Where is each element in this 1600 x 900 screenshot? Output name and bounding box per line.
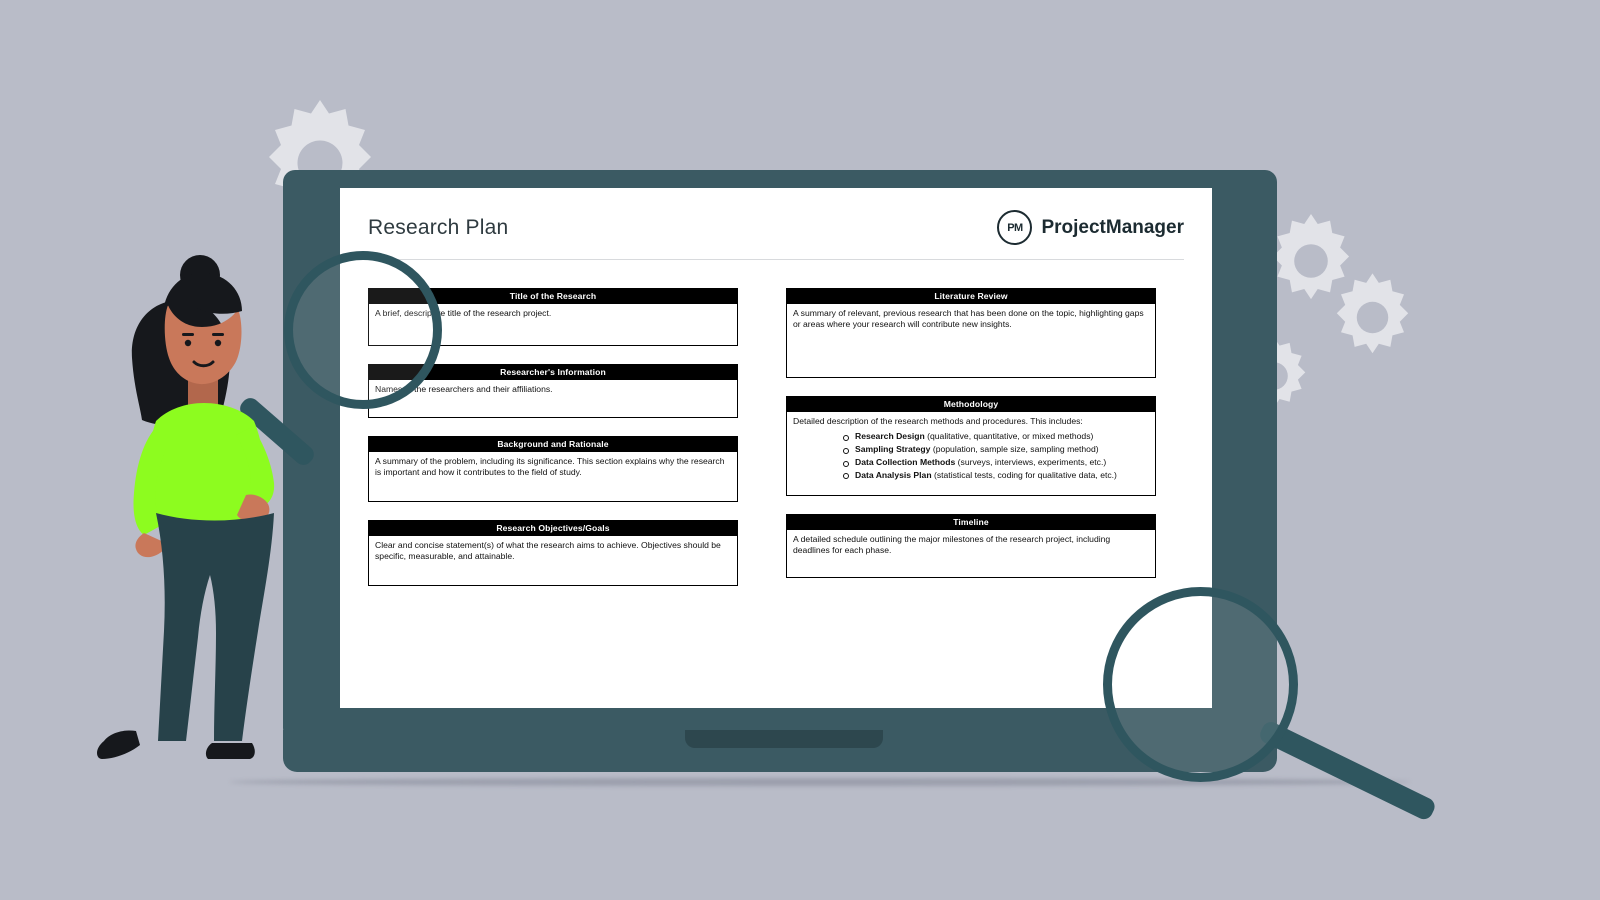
section-methodology [786,396,1156,496]
section-heading: Research Objectives/Goals [368,520,738,536]
bullet-text: (population, sample size, sampling method) [930,444,1099,455]
section-timeline [786,514,1156,578]
research-plan-document [340,188,1212,708]
section-heading: Researcher's Information [368,364,738,380]
section-background-and-rationale [368,436,738,502]
magnifier-lens [1103,587,1298,782]
bullet-term: Data Analysis Plan [855,469,932,480]
bullet-term: Data Collection Methods [855,457,956,468]
section-body: A summary of relevant, previous research that has been done on the topic, highlighting gaps or areas where your research will contribute new insights. [786,304,1156,378]
pants-icon [156,513,274,741]
list-item [855,444,1149,455]
page-title: Research Plan [368,215,509,239]
bullet-term: Research Design [855,431,925,442]
document-columns [368,288,1184,604]
methodology-bullet-list [793,431,1149,481]
brand-logo [997,210,1184,245]
gear-icon [1320,265,1425,370]
bullet-text: (surveys, interviews, experiments, etc.) [955,457,1107,468]
bullet-text: (statistical tests, coding for qualitative data, etc.) [931,469,1117,480]
bullet-term: Sampling Strategy [855,444,931,455]
document-header [368,210,1184,260]
section-heading: Title of the Research [368,288,738,304]
pm-logo-icon: PM [997,210,1032,245]
shoe-icon [206,743,255,759]
laptop-shadow [230,778,1410,786]
list-item [855,470,1149,481]
section-heading: Timeline [786,514,1156,530]
shoe-icon [97,730,140,759]
section-heading: Methodology [786,396,1156,412]
laptop-notch [685,730,883,748]
section-literature-review [786,288,1156,378]
section-body-wrap [786,412,1156,496]
section-research-objectives [368,520,738,586]
list-item [855,431,1149,442]
bullet-text: (qualitative, quantitative, or mixed methods) [924,431,1094,442]
section-body: A summary of the problem, including its significance. This section explains why the research is important and how it contributes to the field of study. [368,452,738,502]
brand-name: ProjectManager [1041,216,1184,238]
section-body: Clear and concise statement(s) of what the research aims to achieve. Objectives should be specific, measurable, and attainable. [368,536,738,586]
person-illustration [60,245,330,805]
section-heading: Background and Rationale [368,436,738,452]
section-heading: Literature Review [786,288,1156,304]
section-body: Detailed description of the research methods and procedures. This includes: [793,416,1083,426]
magnifier-handle [1257,719,1437,822]
section-body: A brief, descriptive title of the research project. [368,304,738,346]
right-column [786,288,1156,604]
section-body: Names of the researchers and their affiliations. [368,380,738,418]
list-item [855,457,1149,468]
section-body: A detailed schedule outlining the major milestones of the research project, including deadlines for each phase. [786,530,1156,578]
